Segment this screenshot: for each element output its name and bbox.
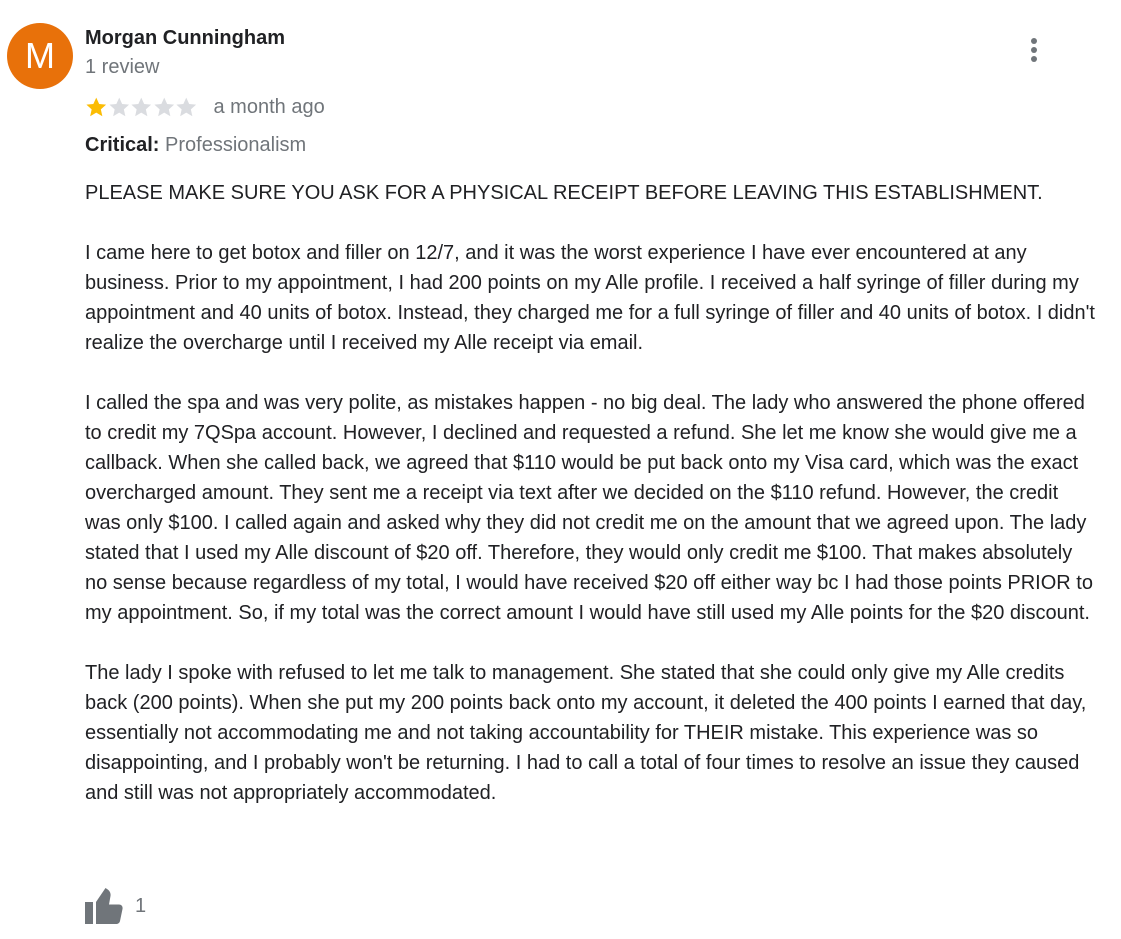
star-rating bbox=[85, 96, 198, 118]
avatar[interactable]: M bbox=[7, 23, 73, 89]
reviewer-review-count[interactable]: 1 review bbox=[85, 56, 160, 78]
review-paragraph: I came here to get botox and filler on 12/7, and it was the worst experience I have ever encountered at any business. Prior to my appointment, I had 200 points on my Alle profile. I received a half syringe of filler during my appointment and 40 units of botox. Instead, they charged me for a full syringe of filler and 40 units of botox. I didn't realize the overcharge until I received my Alle receipt via email. bbox=[85, 242, 1095, 354]
star-empty-icon bbox=[130, 96, 153, 118]
review-paragraph: I called the spa and was very polite, as mistakes happen - no big deal. The lady who answered the phone offered to credit my 7QSpa account. However, I declined and requested a refund. She let me know she would give me a callback. When she called back, we agreed that $110 would be put back onto my Visa card, which was the exact overcharged amount. They sent me a receipt via text after we decided on the $110 refund. However, the credit was only $100. I called again and asked why they did not credit me on the amount that we agreed upon. The lady stated that I used my Alle discount of $20 off. Therefore, they would only credit me $100. That makes absolutely no sense because regardless of my total, I would have received $20 off either way bc I had those points PRIOR to my appointment. So, if my total was the correct amount I would have still used my Alle points for the $20 discount. bbox=[85, 392, 1093, 624]
more-vert-icon bbox=[1031, 38, 1037, 44]
star-empty-icon bbox=[153, 96, 176, 118]
thumbs-up-icon[interactable] bbox=[85, 888, 123, 924]
star-empty-icon bbox=[175, 96, 198, 118]
like-row bbox=[85, 888, 146, 924]
critical-label: Critical: bbox=[85, 134, 160, 156]
rating-row bbox=[85, 93, 325, 121]
review-date: a month ago bbox=[213, 96, 325, 118]
reviewer-name[interactable]: Morgan Cunningham bbox=[85, 27, 285, 49]
critical-attribute bbox=[85, 132, 306, 158]
star-empty-icon bbox=[108, 96, 131, 118]
review-paragraph: The lady I spoke with refused to let me talk to management. She stated that she could only give my Alle credits back (200 points). When she put my 200 points back onto my account, it deleted the 400 points I earned that day, essentially not accommodating me and not taking accountability for THEIR mistake. This experience was so disappointing, and I probably won't be returning. I had to call a total of four times to resolve an issue they caused and still was not appropriately accommodated. bbox=[85, 662, 1087, 804]
like-count: 1 bbox=[135, 895, 147, 917]
critical-value: Professionalism bbox=[165, 134, 307, 156]
more-options-button[interactable] bbox=[1020, 34, 1048, 66]
star-filled-icon bbox=[85, 96, 108, 118]
more-vert-icon-dot bbox=[1031, 56, 1037, 62]
more-vert-icon-dot bbox=[1031, 47, 1037, 53]
review-paragraph: PLEASE MAKE SURE YOU ASK FOR A PHYSICAL RECEIPT BEFORE LEAVING THIS ESTABLISHMENT. bbox=[85, 182, 1043, 204]
review-text bbox=[85, 178, 1095, 808]
